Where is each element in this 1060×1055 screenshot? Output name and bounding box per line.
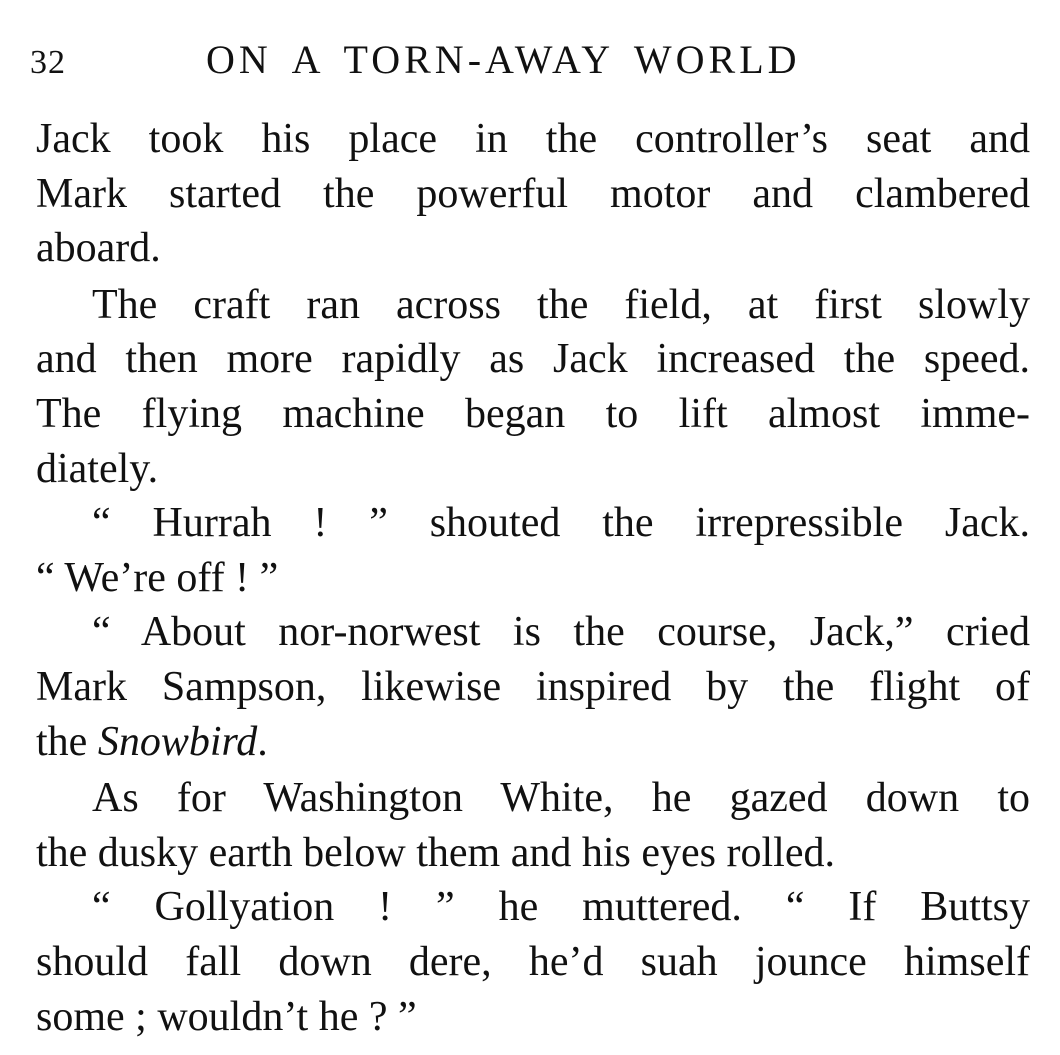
text-line: and then more rapidly as Jack increased the speed. (36, 336, 1030, 383)
text-line-with-italic (36, 715, 1030, 770)
ship-name: Snowbird (97, 718, 258, 765)
body-text (36, 112, 1030, 1044)
text-segment: the (36, 718, 98, 765)
paragraph-start-line: “ About nor-norwest is the course, Jack,” cried (92, 609, 1030, 656)
text-line: the dusky earth below them and his eyes rolled. (36, 829, 835, 876)
text-line: Mark Sampson, likewise inspired by the flight of (36, 663, 1030, 710)
text-line: should fall down dere, he’d suah jounce himself (36, 938, 1030, 985)
text-line: some ; wouldn’t he ? ” (36, 993, 417, 1040)
text-line: diately. (36, 445, 159, 492)
running-head (30, 30, 1030, 90)
page-number: 32 (30, 44, 66, 81)
paragraph-start-line: The craft ran across the field, at first slowly (92, 281, 1030, 328)
text-line: The flying machine began to lift almost imme- (36, 390, 1030, 437)
text-line: “ We’re off ! ” (36, 554, 279, 601)
text-line: aboard. (36, 225, 161, 272)
paragraph-start-line: As for Washington White, he gazed down to (92, 775, 1030, 822)
running-title: ON A TORN-AWAY WORLD (206, 37, 801, 82)
paragraph-start-line: “ Gollyation ! ” he muttered. “ If Buttsy (92, 884, 1030, 931)
text-line: Jack took his place in the controller’s seat and (36, 116, 1030, 162)
paragraph-start-line: “ Hurrah ! ” shouted the irrepressible Jack. (92, 500, 1030, 547)
text-line: Mark started the powerful motor and clambered (36, 170, 1030, 217)
text-segment: . (257, 718, 268, 765)
